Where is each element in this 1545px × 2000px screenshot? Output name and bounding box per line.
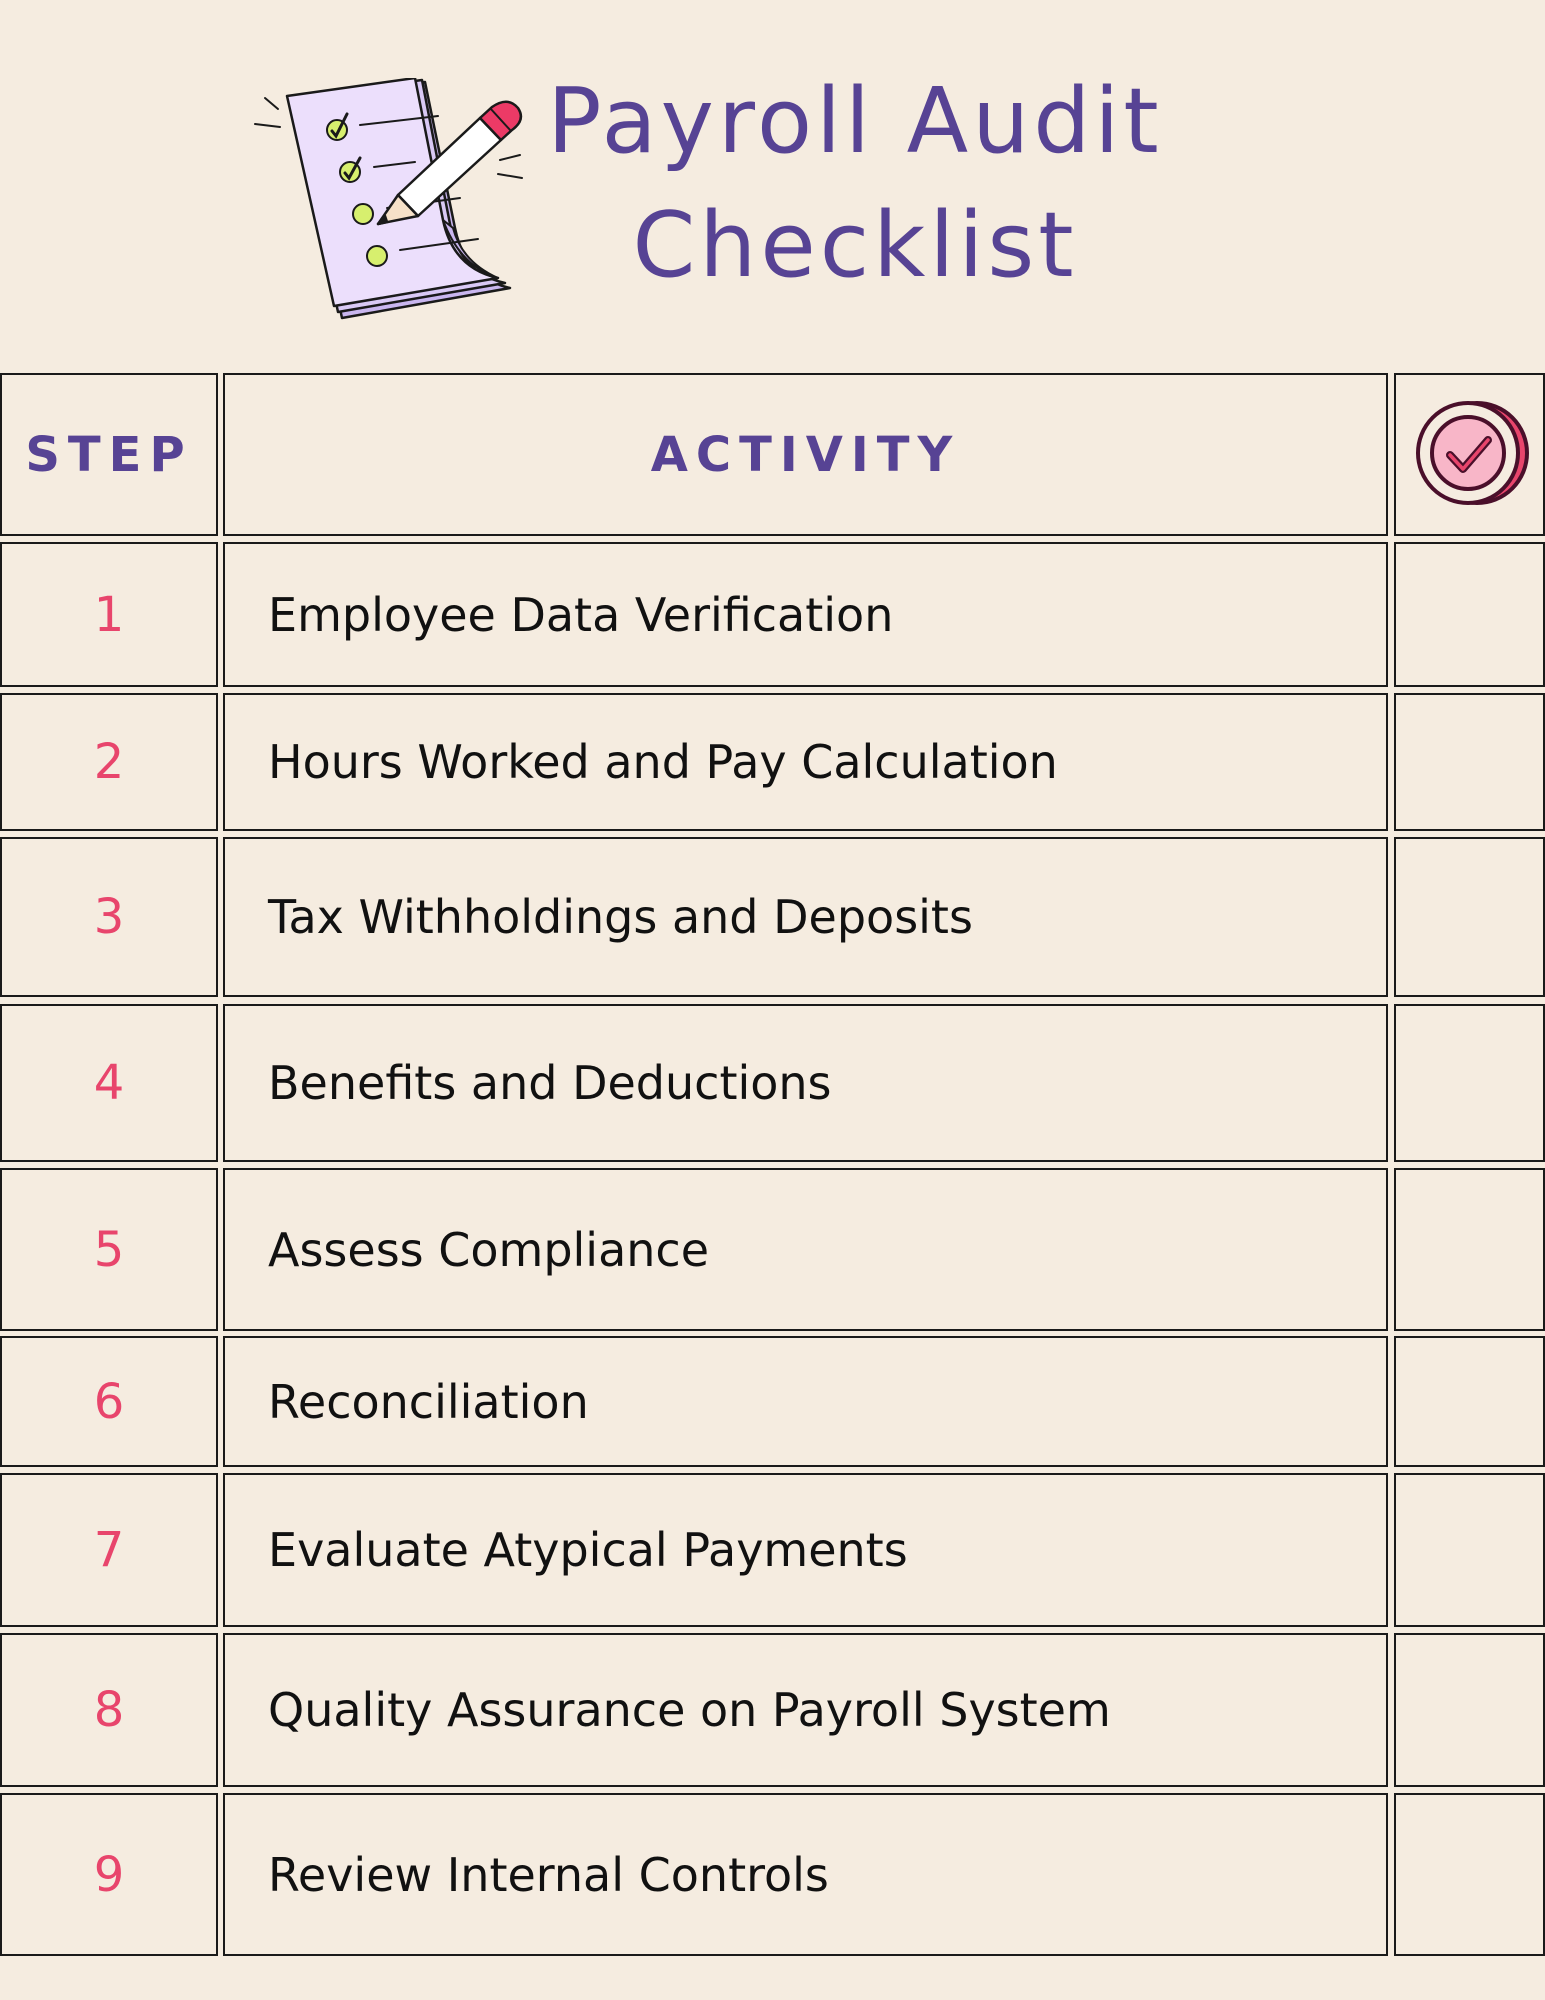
step-column-header	[0, 373, 218, 536]
activity-label: Assess Compliance	[268, 1222, 710, 1277]
activity-cell	[223, 1473, 1388, 1627]
step-number: 1	[93, 586, 125, 643]
checklist-clipart-icon	[250, 78, 540, 328]
activity-cell	[223, 1793, 1388, 1956]
page-title	[545, 60, 1165, 308]
step-number: 8	[93, 1682, 125, 1738]
step-cell	[0, 1336, 218, 1467]
activity-header-label: ACTIVITY	[650, 426, 961, 483]
step-cell	[0, 1168, 218, 1331]
step-cell	[0, 1793, 218, 1956]
step-number: 3	[93, 889, 125, 945]
activity-cell	[223, 1336, 1388, 1467]
step-number: 6	[93, 1373, 125, 1430]
activity-cell	[223, 837, 1388, 997]
activity-label: Benefits and Deductions	[268, 1056, 832, 1110]
done-checkbox[interactable]	[1394, 1793, 1545, 1956]
title-line-2: Checklist	[632, 193, 1078, 298]
activity-label: Reconciliation	[268, 1374, 589, 1429]
activity-cell	[223, 1633, 1388, 1787]
step-number: 2	[93, 734, 125, 790]
step-cell	[0, 693, 218, 831]
step-header-label: STEP	[25, 426, 193, 483]
step-number: 7	[93, 1522, 125, 1578]
done-checkbox[interactable]	[1394, 837, 1545, 997]
activity-label: Tax Withholdings and Deposits	[268, 890, 973, 944]
step-cell	[0, 1473, 218, 1627]
step-number: 9	[93, 1846, 125, 1903]
title-line-1: Payroll Audit	[547, 69, 1163, 174]
done-checkbox[interactable]	[1394, 1168, 1545, 1331]
step-cell	[0, 837, 218, 997]
step-number: 4	[93, 1055, 125, 1111]
activity-column-header	[223, 373, 1388, 536]
done-checkbox[interactable]	[1394, 693, 1545, 831]
step-number: 5	[93, 1221, 125, 1278]
done-checkbox[interactable]	[1394, 1336, 1545, 1467]
activity-label: Employee Data Verification	[268, 587, 894, 642]
activity-label: Quality Assurance on Payroll System	[268, 1683, 1111, 1737]
activity-cell	[223, 542, 1388, 687]
activity-label: Review Internal Controls	[268, 1847, 829, 1902]
step-cell	[0, 1004, 218, 1162]
done-checkbox[interactable]	[1394, 542, 1545, 687]
activity-cell	[223, 1168, 1388, 1331]
step-cell	[0, 1633, 218, 1787]
activity-cell	[223, 693, 1388, 831]
step-cell	[0, 542, 218, 687]
activity-label: Evaluate Atypical Payments	[268, 1523, 908, 1577]
done-checkbox[interactable]	[1394, 1004, 1545, 1162]
done-column-header	[1394, 373, 1545, 536]
done-checkbox[interactable]	[1394, 1473, 1545, 1627]
activity-cell	[223, 1004, 1388, 1162]
done-checkbox[interactable]	[1394, 1633, 1545, 1787]
check-circle-icon	[1410, 395, 1530, 515]
activity-label: Hours Worked and Pay Calculation	[268, 735, 1058, 789]
header	[0, 0, 1545, 340]
